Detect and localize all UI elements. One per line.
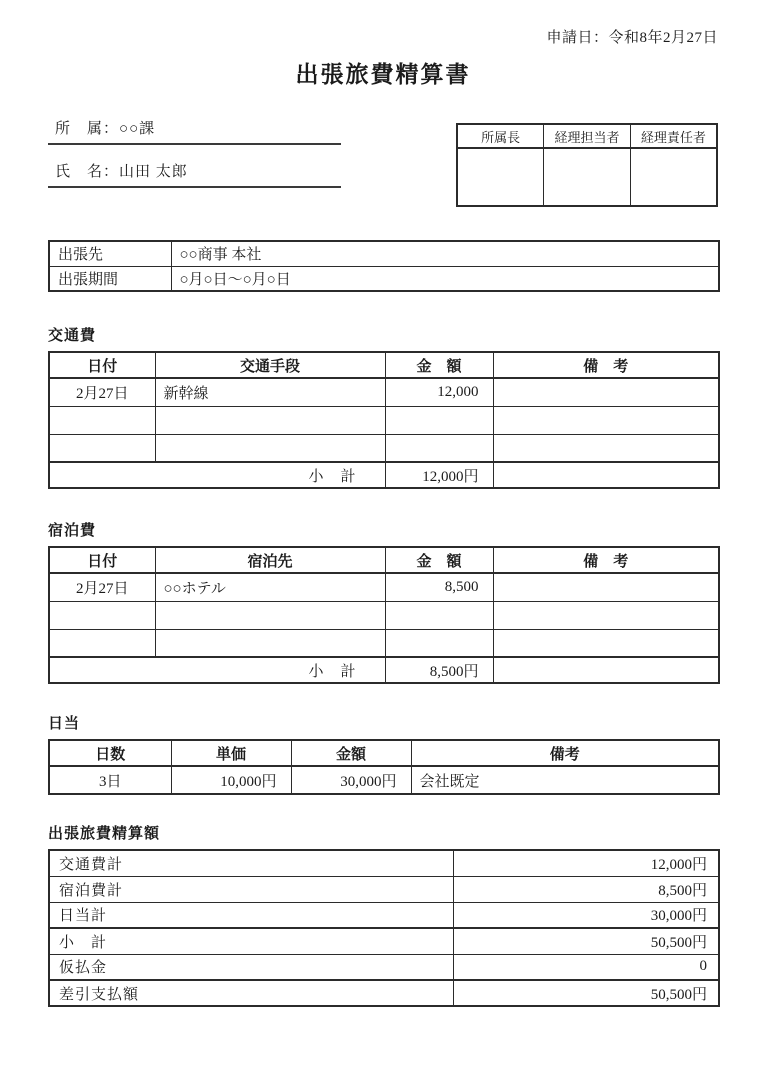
table-row: [49, 629, 719, 657]
trip-period-row: [49, 266, 719, 291]
lodging-amount-cell: [385, 629, 493, 657]
transportation-method-cell: 新幹線: [155, 378, 385, 406]
approval-header-accounting-manager: 経理責任者: [630, 124, 717, 148]
transportation-note-cell: [493, 434, 719, 462]
settlement-row-net-payment: [49, 980, 719, 1006]
transportation-header-method: 交通手段: [155, 352, 385, 378]
section-title-allowance: 日当: [48, 716, 81, 732]
approval-header-supervisor: 所属長: [457, 124, 544, 148]
top-row: [48, 113, 718, 207]
approval-stamp-table: [456, 123, 718, 207]
approval-stamp-row: [457, 148, 717, 206]
stamp-cell-supervisor: [457, 148, 544, 206]
settlement-row-subtotal: [49, 928, 719, 954]
page-title: 出張旅費精算書: [295, 62, 471, 87]
settlement-value: 12,000円: [453, 850, 719, 876]
settlement-row-allowance-total: [49, 902, 719, 928]
lodging-date-cell: 2月27日: [49, 573, 155, 601]
lodging-table: [48, 546, 720, 684]
trip-destination-label: 出張先: [49, 241, 171, 266]
stamp-cell-accounting-staff: [544, 148, 631, 206]
lodging-place-cell: [155, 601, 385, 629]
transportation-header-date: 日付: [49, 352, 155, 378]
lodging-header-place: 宿泊先: [155, 547, 385, 573]
lodging-amount-cell: [385, 601, 493, 629]
lodging-note-cell: [493, 629, 719, 657]
settlement-row-transportation-total: [49, 850, 719, 876]
name-label: 氏 名：: [55, 164, 120, 180]
settlement-value: 50,500円: [453, 928, 719, 954]
department-label: 所 属：: [55, 121, 120, 137]
transportation-header-row: [49, 352, 719, 378]
approval-header-row: [457, 124, 717, 148]
application-date: 申請日：令和8年2月27日: [546, 30, 718, 46]
allowance-header-amount: 金額: [291, 740, 411, 766]
settlement-value: 0: [453, 954, 719, 980]
table-row: [49, 766, 719, 794]
settlement-label: 小 計: [49, 928, 453, 954]
transportation-amount-cell: [385, 434, 493, 462]
transportation-subtotal-note-cell: [493, 462, 719, 488]
allowance-header-unit-price: 単価: [171, 740, 291, 766]
transportation-subtotal-label: 小 計: [49, 462, 385, 488]
lodging-header-date: 日付: [49, 547, 155, 573]
lodging-note-cell: [493, 601, 719, 629]
lodging-place-cell: [155, 629, 385, 657]
allowance-header-days: 日数: [49, 740, 171, 766]
lodging-place-cell: ○○ホテル: [155, 573, 385, 601]
section-title-settlement: 出張旅費精算額: [48, 826, 161, 842]
trip-info-table: [48, 240, 720, 292]
transportation-amount-cell: [385, 406, 493, 434]
approval-header-accounting-staff: 経理担当者: [544, 124, 631, 148]
settlement-label: 差引支払額: [49, 980, 453, 1006]
settlement-row-advance-payment: [49, 954, 719, 980]
lodging-header-note: 備 考: [493, 547, 719, 573]
transportation-date-cell: 2月27日: [49, 378, 155, 406]
name-value: 山田 太郎: [119, 164, 188, 180]
name-field: [48, 158, 341, 188]
lodging-subtotal-row: [49, 657, 719, 683]
applicant-info: [48, 113, 348, 201]
table-row: [49, 573, 719, 601]
department-value: ○○課: [119, 121, 156, 137]
table-row: [49, 434, 719, 462]
settlement-value: 30,000円: [453, 902, 719, 928]
table-row: [49, 378, 719, 406]
table-row: [49, 406, 719, 434]
department-field: [48, 115, 341, 145]
settlement-table: [48, 849, 720, 1007]
transportation-amount-cell: 12,000: [385, 378, 493, 406]
section-title-transportation: 交通費: [48, 328, 97, 344]
allowance-note-cell: 会社既定: [411, 766, 719, 794]
allowance-header-row: [49, 740, 719, 766]
transportation-subtotal-amount: 12,000円: [385, 462, 493, 488]
transportation-subtotal-row: [49, 462, 719, 488]
transportation-note-cell: [493, 406, 719, 434]
transportation-note-cell: [493, 378, 719, 406]
section-title-lodging: 宿泊費: [48, 523, 97, 539]
trip-destination-value: ○○商事 本社: [171, 241, 719, 266]
allowance-amount-cell: 30,000円: [291, 766, 411, 794]
settlement-label: 仮払金: [49, 954, 453, 980]
settlement-value: 8,500円: [453, 876, 719, 902]
settlement-row-lodging-total: [49, 876, 719, 902]
lodging-date-cell: [49, 629, 155, 657]
lodging-subtotal-note-cell: [493, 657, 719, 683]
trip-destination-row: [49, 241, 719, 266]
transportation-method-cell: [155, 434, 385, 462]
allowance-table: [48, 739, 720, 795]
transportation-date-cell: [49, 406, 155, 434]
trip-period-value: ○月○日～○月○日: [171, 266, 719, 291]
stamp-cell-accounting-manager: [630, 148, 717, 206]
lodging-header-amount: 金 額: [385, 547, 493, 573]
transportation-header-note: 備 考: [493, 352, 719, 378]
transportation-header-amount: 金 額: [385, 352, 493, 378]
lodging-note-cell: [493, 573, 719, 601]
allowance-unit-price-cell: 10,000円: [171, 766, 291, 794]
settlement-value: 50,500円: [453, 980, 719, 1006]
transportation-method-cell: [155, 406, 385, 434]
table-row: [49, 601, 719, 629]
lodging-amount-cell: 8,500: [385, 573, 493, 601]
allowance-days-cell: 3日: [49, 766, 171, 794]
transportation-table: [48, 351, 720, 489]
lodging-date-cell: [49, 601, 155, 629]
settlement-label: 宿泊費計: [49, 876, 453, 902]
settlement-label: 交通費計: [49, 850, 453, 876]
allowance-header-note: 備考: [411, 740, 719, 766]
lodging-header-row: [49, 547, 719, 573]
lodging-subtotal-label: 小 計: [49, 657, 385, 683]
settlement-label: 日当計: [49, 902, 453, 928]
lodging-subtotal-amount: 8,500円: [385, 657, 493, 683]
transportation-date-cell: [49, 434, 155, 462]
trip-period-label: 出張期間: [49, 266, 171, 291]
